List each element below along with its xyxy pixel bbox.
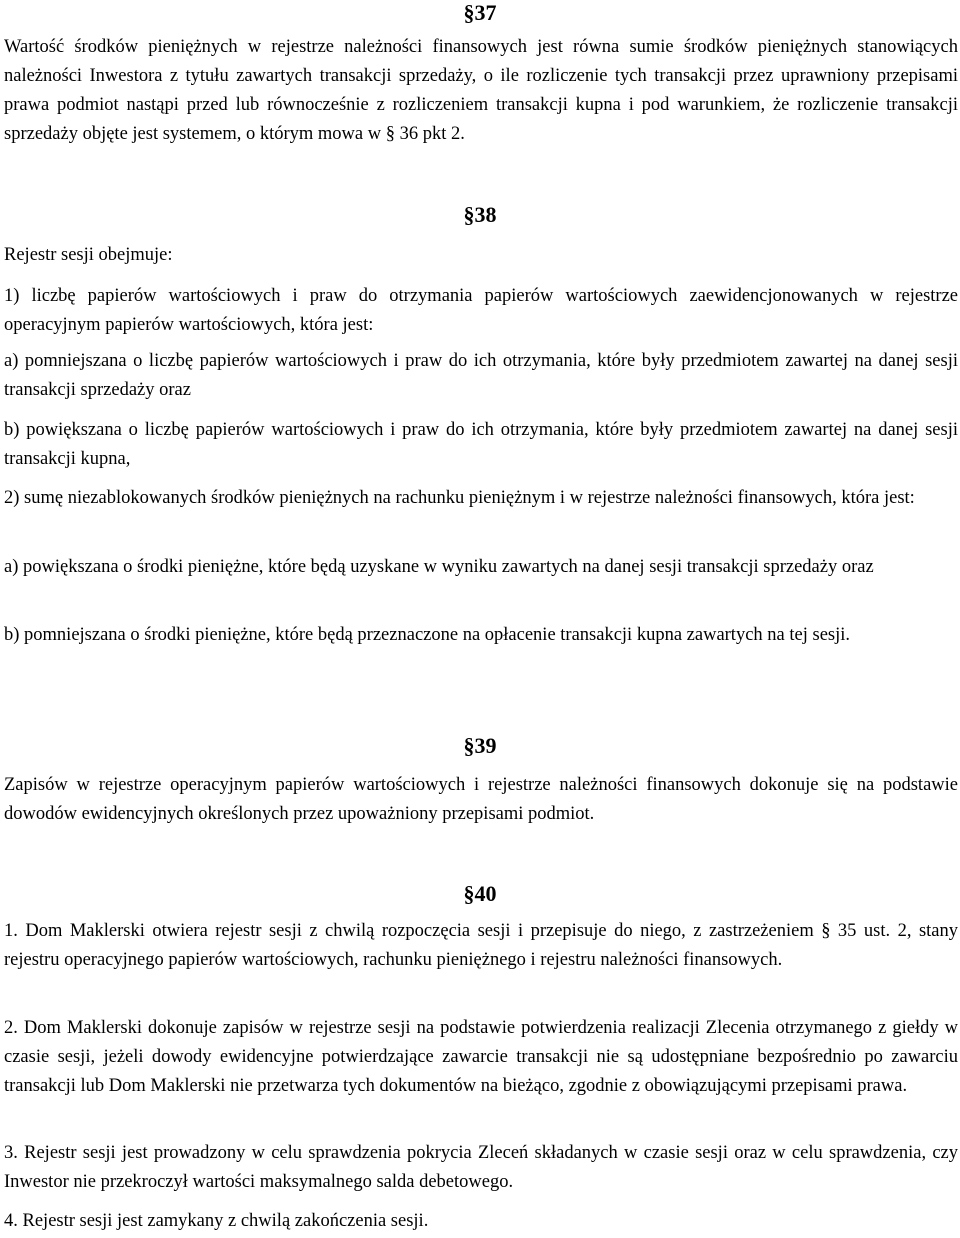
section-37-heading: §37	[463, 0, 497, 25]
section-38-intro: Rejestr sesji obejmuje:	[4, 245, 173, 265]
section-39-paragraph: Zapisów w rejestrze operacyjnym papierów wartościowych i rejestrze należności finansowych dokonuje się na podstawie dowodów ewidencyjnych określonych przez upoważniony przepisami podmiot.	[4, 775, 958, 824]
section-40-point-2: 2. Dom Maklerski dokonuje zapisów w rejestrze sesji na podstawie potwierdzenia realizacji Zlecenia otrzymanego z giełdy w czasie sesji, jeżeli dowody ewidencyjne potwierdzające zawarcie transakcji nie są udostępniane bezpośrednio po zawarciu transakcji lub Dom Maklerski nie przetwarza tych dokumentów na bieżąco, zgodnie z obowiązującymi przepisami prawa.	[4, 1018, 958, 1096]
section-38-item-1b: b) powiększana o liczbę papierów wartościowych i praw do ich otrzymania, które były przedmiotem zawartej na danej sesji transakcji kupna,	[4, 420, 958, 469]
section-38-item-2: 2) sumę niezablokowanych środków pieniężnych na rachunku pieniężnym i w rejestrze należności finansowych, która jest:	[4, 488, 915, 508]
section-38-item-2b: b) pomniejszana o środki pieniężne, które będą przeznaczone na opłacenie transakcji kupna zawartych na tej sesji.	[4, 625, 851, 645]
section-40-point-1: 1. Dom Maklerski otwiera rejestr sesji z chwilą rozpoczęcia sesji i przepisuje do niego, z zastrzeżeniem § 35 ust. 2, stany rejestru operacyjnego papierów wartościowych, rachunku pieniężnego i rejestru należności finansowych.	[4, 921, 958, 970]
section-37-paragraph: Wartość środków pieniężnych w rejestrze należności finansowych jest równa sumie środków pieniężnych stanowiących należności Inwestora z tytułu zawartych transakcji sprzedaży, o ile rozliczenie tych transakcji przez uprawniony przepisami prawa podmiot nastąpi przed lub równocześnie z rozliczeniem transakcji kupna i pod warunkiem, że rozliczenie transakcji sprzedaży objęte jest systemem, o którym mowa w § 36 pkt 2.	[4, 37, 958, 144]
section-39-heading: §39	[463, 733, 497, 758]
section-38-item-1a: a) pomniejszana o liczbę papierów wartościowych i praw do ich otrzymania, które były przedmiotem zawartej na danej sesji transakcji sprzedaży oraz	[4, 351, 958, 400]
section-40-point-3: 3. Rejestr sesji jest prowadzony w celu sprawdzenia pokrycia Zleceń składanych w czasie sesji oraz w celu sprawdzenia, czy Inwestor nie przekroczył wartości maksymalnego salda debetowego.	[4, 1143, 958, 1192]
section-40-heading: §40	[463, 881, 497, 906]
section-40-point-4: 4. Rejestr sesji jest zamykany z chwilą zakończenia sesji.	[4, 1211, 429, 1231]
section-38-item-1: 1) liczbę papierów wartościowych i praw do otrzymania papierów wartościowych zaewidencjonowanych w rejestrze operacyjnym papierów wartościowych, która jest:	[4, 286, 958, 335]
section-38-heading: §38	[463, 202, 497, 227]
section-38-item-2a: a) powiększana o środki pieniężne, które będą uzyskane w wyniku zawartych na danej sesji transakcji sprzedaży oraz	[4, 557, 874, 577]
